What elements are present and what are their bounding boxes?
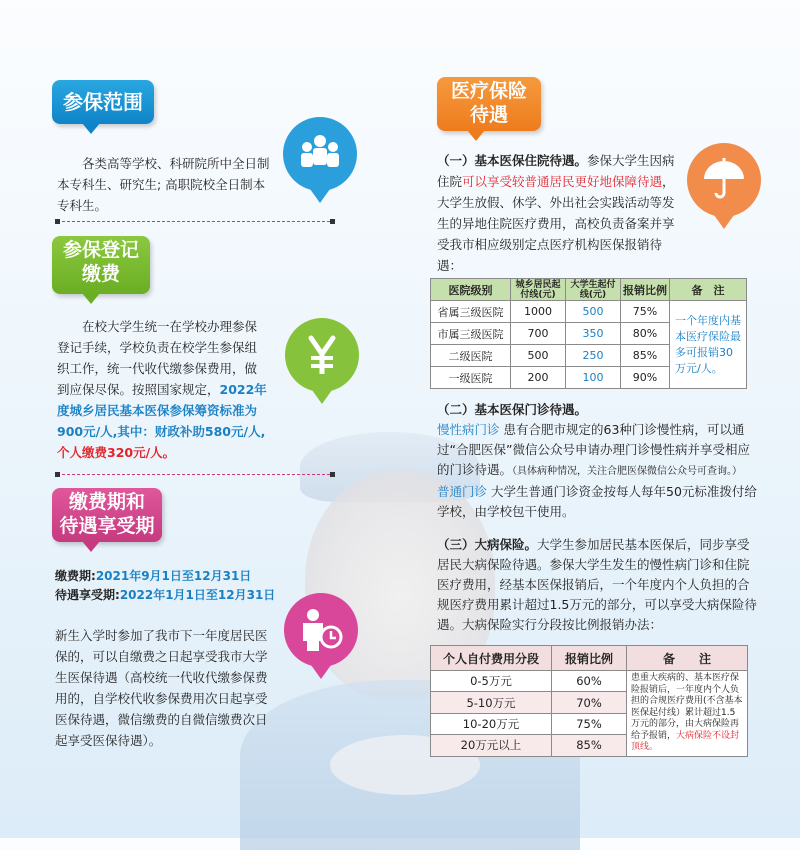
cell-student: 500 <box>566 301 621 323</box>
register-heading <box>52 236 150 294</box>
table-header-row <box>431 646 748 671</box>
serious-illness-heading: （三）大病保险。 <box>437 537 538 552</box>
divider-dot <box>55 219 60 224</box>
cell-student: 350 <box>566 323 621 345</box>
cell-resident: 200 <box>511 367 566 389</box>
inpatient-section <box>437 150 679 276</box>
cell-resident: 700 <box>511 323 566 345</box>
col-hospital-level: 医院级别 <box>431 279 511 301</box>
cell-student: 250 <box>566 345 621 367</box>
col-reimburse-rate: 报销比例 <box>621 279 670 301</box>
cell-level: 二级医院 <box>431 345 511 367</box>
enjoy-period-label: 待遇享受期: <box>55 588 120 602</box>
inpatient-highlight: 可以享受较普通居民更好地保障待遇 <box>462 174 663 189</box>
register-body-text: 在校大学生统一在学校办理参保登记手续，学校负责在校学生参保组织工作，统一代收代缴参保费用，做到应保尽保。按照国家规定， <box>57 319 258 397</box>
divider-dot <box>330 219 335 224</box>
inpatient-text-b: ，大学生放假、休学、外出社会实践活动等发生的异地住院医疗费用，高校负责备案并享受我市相应级别定点医疗机构医保报销待遇： <box>437 174 675 273</box>
note-text: 患重大疾病的、基本医疗保险报销后，一年度内个人负担的合规医疗费用(不含基本医保起付线）累计超过1.5万元的部分，由大病保险再给予报销， <box>631 673 743 741</box>
general-outpatient-label: 普通门诊 <box>437 484 488 499</box>
serious-illness-section <box>437 535 757 635</box>
chronic-outpatient-note: （具体病种情况，关注合肥医保微信公众号可查询。） <box>512 466 743 477</box>
chronic-outpatient-label: 慢性病门诊 <box>437 422 500 437</box>
cell-rate: 75% <box>552 713 627 734</box>
benefits-heading <box>437 77 541 131</box>
period-dates <box>55 567 275 605</box>
col-remarks: 备 注 <box>670 279 747 301</box>
register-personal-fee: 个人缴费320元/人。 <box>57 445 176 460</box>
register-body <box>57 316 269 463</box>
cell-student: 100 <box>566 367 621 389</box>
divider-line <box>62 221 330 222</box>
pay-period-value: 2021年9月1日至12月31日 <box>95 569 252 583</box>
col-reimburse-rate: 报销比例 <box>552 646 627 671</box>
chronic-outpatient-text: 患有合肥市规定的63种门诊慢性病，可以通过“合肥医保”微信公众号申请办理门诊慢性病并享受相应的门诊待遇。 <box>437 422 750 477</box>
period-heading <box>52 488 162 542</box>
cell-segment: 5-10万元 <box>431 692 552 713</box>
serious-illness-note <box>627 671 748 757</box>
divider-dot <box>55 472 60 477</box>
divider-line <box>62 474 330 475</box>
person-clock-icon <box>284 593 358 667</box>
benefits-heading-line2: 待遇 <box>469 104 508 126</box>
cell-level: 一级医院 <box>431 367 511 389</box>
umbrella-icon <box>687 143 761 217</box>
col-resident-deductible: 城乡居民起付线(元) <box>511 279 566 301</box>
cell-rate: 60% <box>552 671 627 692</box>
scope-heading: 参保范围 <box>52 80 154 124</box>
yen-icon <box>285 318 359 392</box>
cell-segment: 20万元以上 <box>431 735 552 756</box>
note-highlight: 大病保险不设封顶线。 <box>631 730 740 752</box>
cell-resident: 500 <box>511 345 566 367</box>
cell-rate: 75% <box>621 301 670 323</box>
serious-illness-table <box>430 645 748 757</box>
scope-body: 各类高等学校、科研院所中全日制本专科生、研究生; 高职院校全日制本专科生。 <box>57 156 270 213</box>
inpatient-text-a: 参保大学生因病住院 <box>437 153 675 189</box>
outpatient-section <box>437 400 757 522</box>
period-body: 新生入学时参加了我市下一年度居民医保的，可以自缴费之日起享受我市大学生医保待遇（高校统一代收代缴参保费用的，自学校代收参保费用次日起享受医保待遇，微信缴费的自微信缴费次日起享受医保待遇）。 <box>55 628 268 748</box>
cell-rate: 80% <box>621 323 670 345</box>
register-fee-standard: 2022年度城乡居民基本医保参保筹资标准为900元/人,其中：财政补助580元/人, <box>57 382 267 439</box>
outpatient-heading: （二）基本医保门诊待遇。 <box>437 402 588 417</box>
inpatient-note: 一个年度内基本医疗保险最多可报销30万元/人。 <box>670 301 747 389</box>
table-row <box>431 301 747 323</box>
cell-rate: 85% <box>621 345 670 367</box>
table-header-row <box>431 279 747 301</box>
cell-resident: 1000 <box>511 301 566 323</box>
benefits-heading-line1: 医疗保险 <box>450 80 527 102</box>
cell-segment: 0-5万元 <box>431 671 552 692</box>
cell-rate: 70% <box>552 692 627 713</box>
general-outpatient-text: 大学生普通门诊资金按每人每年50元标准拨付给学校，由学校包干使用。 <box>437 484 757 519</box>
people-group-icon <box>283 117 357 191</box>
cell-segment: 10-20万元 <box>431 713 552 734</box>
pay-period-label: 缴费期: <box>55 569 96 583</box>
cell-rate: 90% <box>621 367 670 389</box>
table-row <box>431 671 748 692</box>
divider-dot <box>330 472 335 477</box>
inpatient-heading: （一）基本医保住院待遇。 <box>437 153 588 168</box>
col-remarks: 备 注 <box>627 646 748 671</box>
inpatient-table <box>430 278 747 389</box>
enjoy-period-value: 2022年1月1日至12月31日 <box>119 588 276 602</box>
serious-illness-text: 大学生参加居民基本医保后，同步享受居民大病保险待遇。参保大学生发生的慢性病门诊和住院医疗费用，经基本医保报销后，一个年度内个人负担的合规医疗费用累计超过1.5万元的部分，可以享受大病保险待遇。大病保险实行分段按比例报销办法： <box>437 537 757 632</box>
col-self-pay-segment: 个人自付费用分段 <box>431 646 552 671</box>
period-heading-line1: 缴费期和 <box>68 491 145 513</box>
register-heading-line1: 参保登记 <box>62 239 139 261</box>
register-heading-line2: 缴费 <box>81 263 120 285</box>
cell-level: 省属三级医院 <box>431 301 511 323</box>
cell-level: 市属三级医院 <box>431 323 511 345</box>
col-student-deductible: 大学生起付线(元) <box>566 279 621 301</box>
period-heading-line2: 待遇享受期 <box>59 515 155 537</box>
cell-rate: 85% <box>552 735 627 756</box>
